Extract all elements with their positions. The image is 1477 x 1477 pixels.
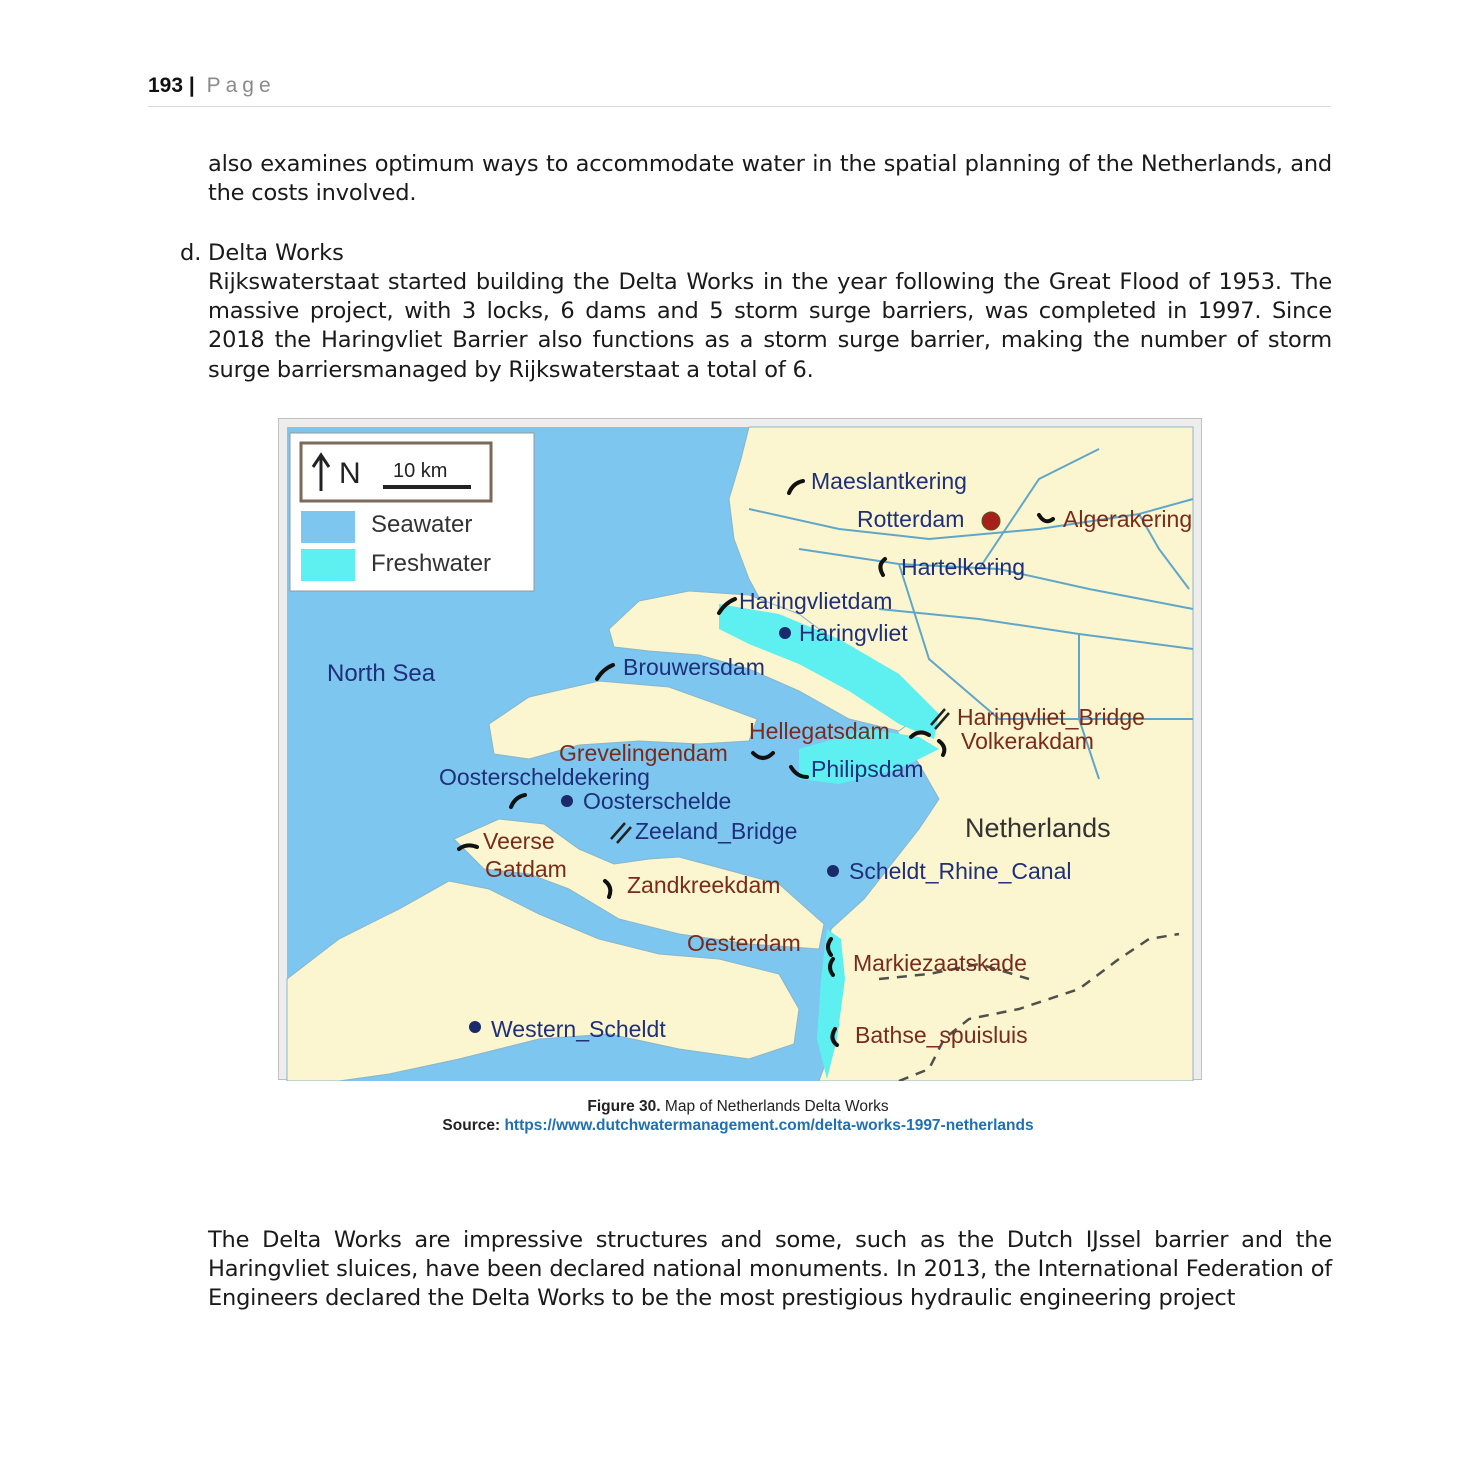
- label-bathse-spuisluis: Bathse_spuisluis: [855, 1022, 1028, 1048]
- label-haringvliet: Haringvliet: [799, 620, 908, 646]
- label-western-scheldt: Western_Scheldt: [491, 1016, 666, 1042]
- label-veerse: Veerse: [483, 828, 555, 854]
- page-header: [148, 74, 1331, 107]
- scheldt-rhine-marker: [827, 865, 839, 877]
- label-maeslantkering: Maeslantkering: [811, 468, 967, 494]
- legend-seawater: Seawater: [371, 511, 473, 538]
- figure-source: [208, 1116, 1268, 1136]
- label-haringvliet-bridge: Haringvliet_Bridge: [957, 704, 1145, 730]
- label-hellegatsdam: Hellegatsdam: [749, 718, 890, 744]
- legend-freshwater: Freshwater: [371, 550, 492, 577]
- label-zeeland-bridge: Zeeland_Bridge: [635, 818, 798, 844]
- label-north-sea: North Sea: [327, 660, 436, 687]
- scale-label: 10 km: [393, 460, 448, 482]
- label-haringvlietdam: Haringvlietdam: [739, 588, 893, 614]
- haringvliet-marker: [779, 627, 791, 639]
- label-oesterdam: Oesterdam: [687, 930, 801, 956]
- label-volkerakdam: Volkerakdam: [961, 728, 1094, 754]
- north-label: N: [339, 457, 361, 490]
- page-separator: |: [188, 74, 195, 97]
- delta-works-map: [278, 418, 1202, 1080]
- section-marker: d.: [180, 240, 202, 266]
- figure-label: Figure 30.: [587, 1098, 661, 1115]
- label-algerakering: Algerakering: [1063, 506, 1193, 532]
- oosterschelde-marker: [561, 795, 573, 807]
- section-title: Delta Works: [208, 240, 344, 266]
- label-oosterschelde: Oosterschelde: [583, 788, 732, 814]
- intro-paragraph: also examines optimum ways to accommodate water in the spatial planning of the Netherlands, and the costs involved.: [208, 151, 1332, 207]
- label-oosterscheldekering: Oosterscheldekering: [439, 764, 650, 790]
- rotterdam-marker: [982, 512, 1000, 530]
- source-link[interactable]: https://www.dutchwatermanagement.com/delta-works-1997-netherlands: [504, 1117, 1034, 1134]
- page-word: Page: [206, 74, 276, 97]
- page-number: 193: [148, 74, 184, 97]
- western-scheldt-marker: [469, 1021, 481, 1033]
- label-philipsdam: Philipsdam: [811, 756, 924, 782]
- label-netherlands: Netherlands: [965, 813, 1111, 843]
- closing-paragraph: The Delta Works are impressive structures and some, such as the Dutch IJssel barrier and the Haringvliet sluices, have been declared national monuments. In 2013, the International Federation of Engineers declared the Delta Works to be the most prestigious hydraulic engineering project: [208, 1227, 1332, 1312]
- figure-caption: [208, 1097, 1268, 1117]
- label-markiezaatskade: Markiezaatskade: [853, 950, 1027, 976]
- map-legend: [290, 433, 534, 591]
- label-scheldt-rhine-canal: Scheldt_Rhine_Canal: [849, 858, 1072, 884]
- label-brouwersdam: Brouwersdam: [623, 654, 765, 680]
- label-hartelkering: Hartelkering: [901, 554, 1025, 580]
- source-label: Source:: [442, 1117, 501, 1134]
- section-heading: [180, 239, 344, 268]
- figure-title: Map of Netherlands Delta Works: [664, 1098, 889, 1115]
- label-rotterdam: Rotterdam: [857, 506, 965, 532]
- delta-works-paragraph: Rijkswaterstaat started building the Delta Works in the year following the Great Flood of 1953. The massive project, with 3 locks, 6 dams and 5 storm surge barriers, was completed in 1997. Since 2018 the Haringvliet Barrier also functions as a storm surge barrier, making the number of storm surge barriersmanaged by Rijkswaterstaat a total of 6.: [208, 269, 1332, 383]
- label-grevelingendam: Grevelingendam: [559, 740, 728, 766]
- label-gatdam: Gatdam: [485, 856, 567, 882]
- label-zandkreekdam: Zandkreekdam: [627, 872, 781, 898]
